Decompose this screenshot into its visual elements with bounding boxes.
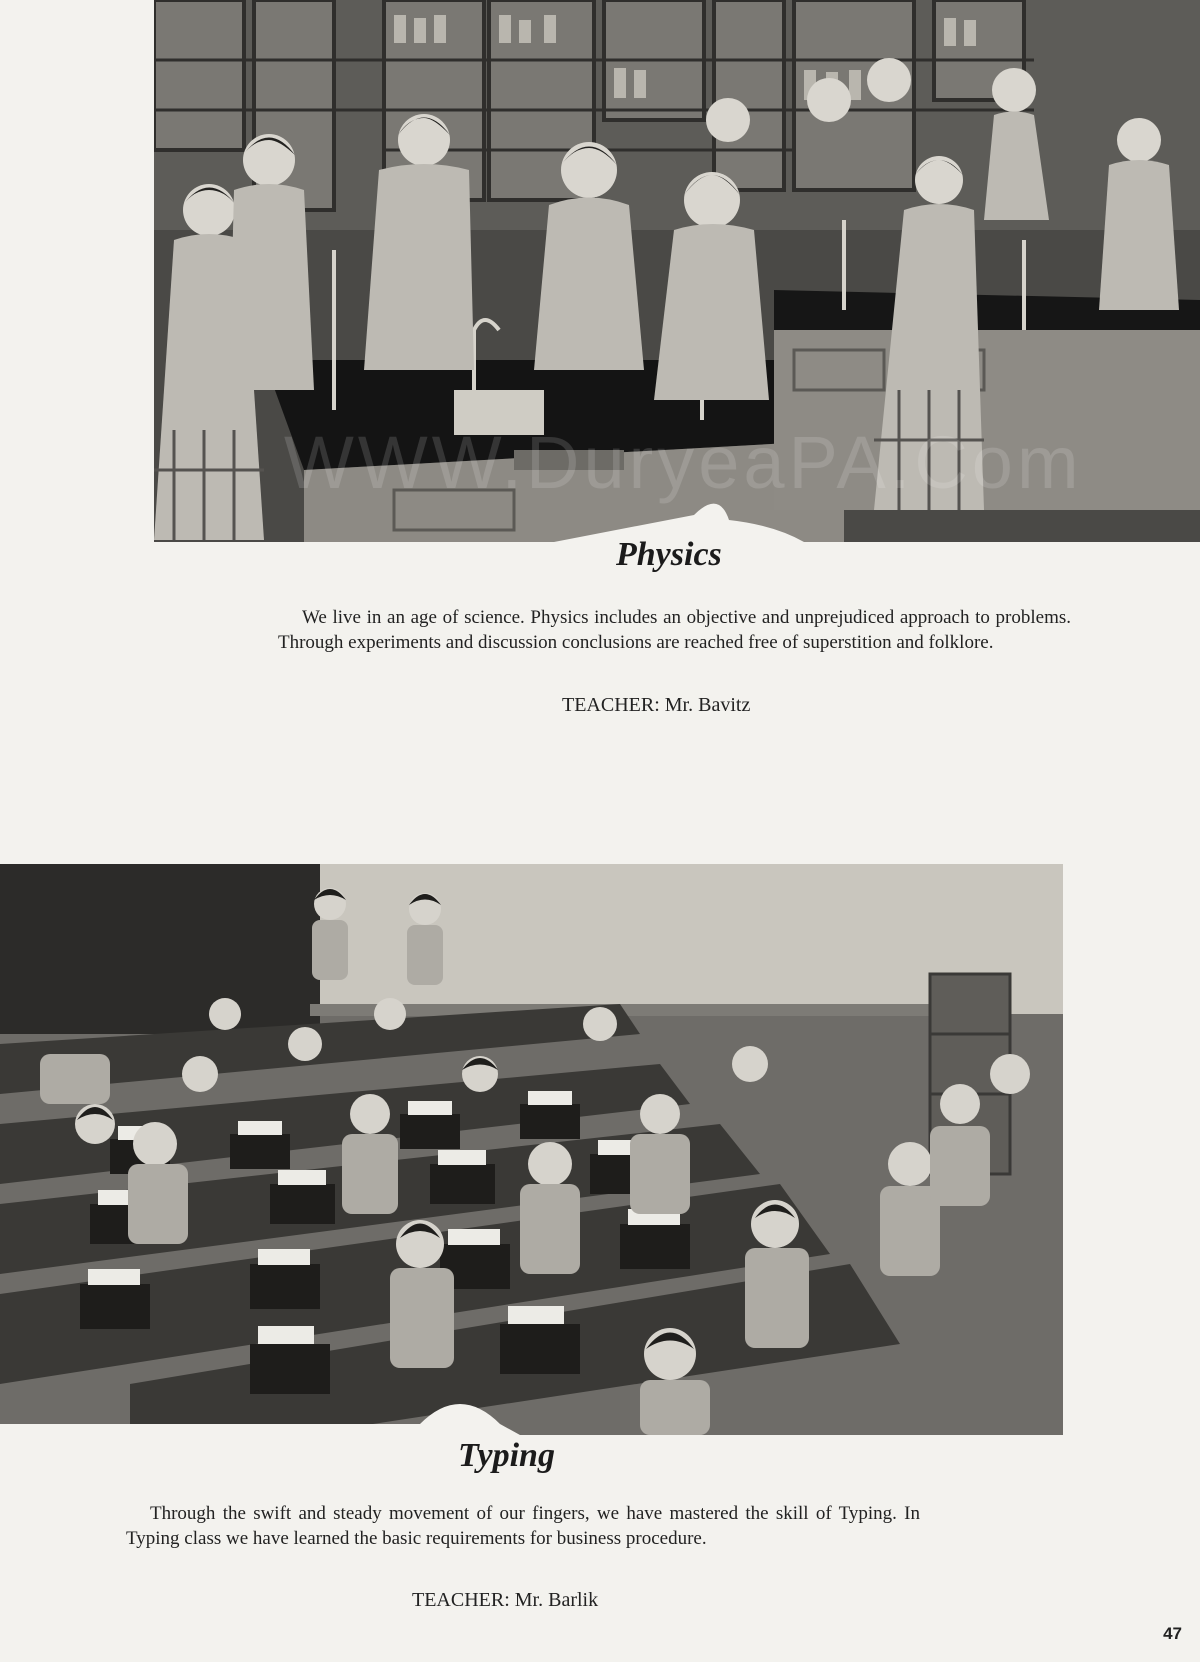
page-number: 47 — [1163, 1624, 1182, 1643]
physics-teacher: TEACHER: Mr. Bavitz — [562, 694, 751, 716]
physics-lab-illustration — [154, 0, 1200, 542]
typing-class-illustration — [0, 864, 1063, 1435]
typing-heading: Typing — [458, 1437, 555, 1474]
typing-class-photo — [0, 864, 1063, 1435]
physics-class-photo — [154, 0, 1200, 542]
physics-description: We live in an age of science. Physics includes an objective and unprejudiced approach to problems. Through experiments and discussion conclusions are reached free of superstition and folklore. — [278, 607, 1071, 653]
typing-teacher: TEACHER: Mr. Barlik — [412, 1589, 599, 1611]
physics-heading: Physics — [616, 536, 722, 573]
typing-description: Through the swift and steady movement of our fingers, we have mastered the skill of Typing. In Typing class we have learned the basic requirements for business procedure. — [126, 1503, 920, 1549]
